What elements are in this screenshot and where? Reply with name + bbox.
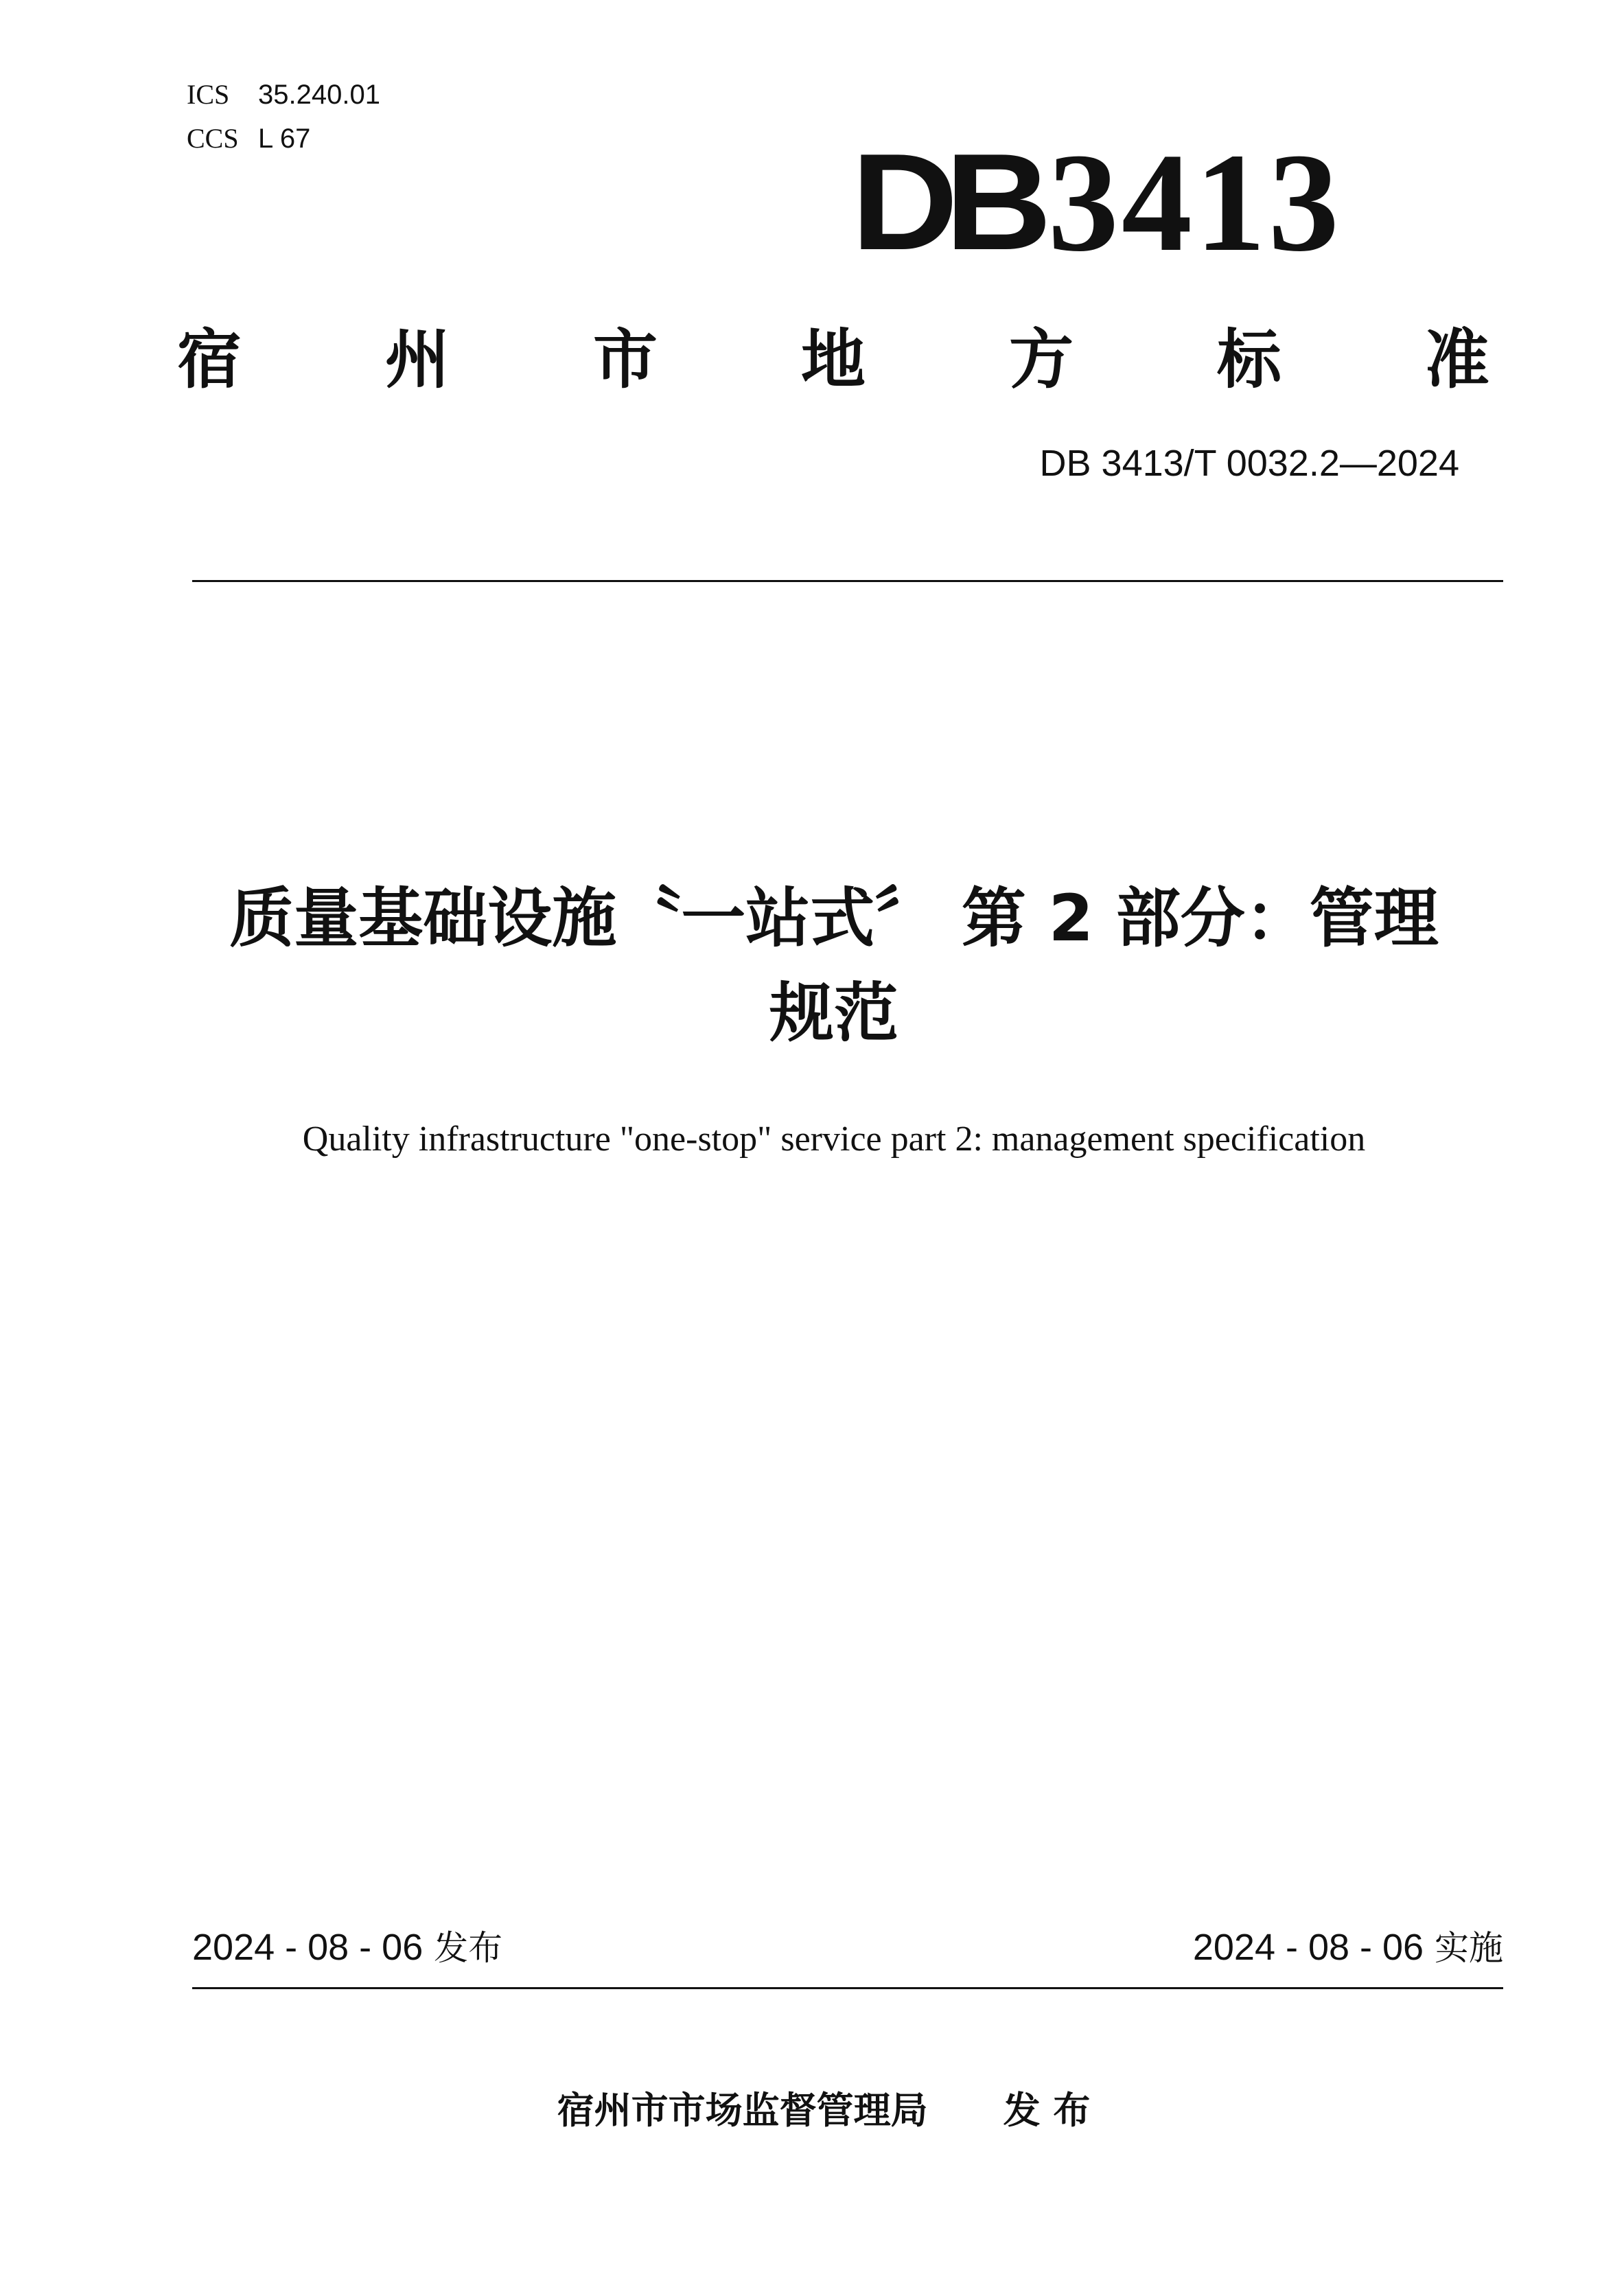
db-prefix: DB — [851, 126, 1039, 279]
issuer — [480, 2083, 1167, 2138]
ics-label: ICS — [187, 79, 230, 110]
standard-type-char: 地 — [800, 322, 866, 397]
ics-code — [187, 74, 380, 115]
footer-divider — [192, 1987, 1503, 1989]
standard-type-heading — [177, 305, 1489, 402]
implement-date-value: 2024 - 08 - 06 — [1192, 1927, 1424, 1968]
publish-label: 发布 — [434, 1928, 503, 1968]
header-divider — [192, 580, 1503, 582]
standard-type-char: 州 — [384, 322, 450, 397]
db-logo — [851, 124, 1387, 281]
standard-number: DB 3413/T 0032.2—2024 — [1039, 443, 1459, 484]
standard-type-char: 市 — [592, 322, 658, 397]
ccs-value: L 67 — [258, 124, 311, 154]
implement-date — [1193, 1923, 1503, 1971]
document-title-cn — [165, 872, 1503, 1061]
db-number: 3413 — [1047, 124, 1342, 281]
title-cn-line2: 规范 — [769, 976, 898, 1051]
standard-type-char: 宿 — [177, 322, 242, 397]
title-cn-line1: 质量基础设施〝一站式〞 第 2 部分：管理 — [229, 881, 1439, 956]
standard-type-char: 标 — [1216, 322, 1281, 397]
issuer-action: 发 布 — [1003, 2089, 1091, 2132]
ccs-code — [187, 118, 310, 159]
implement-label: 实施 — [1435, 1928, 1503, 1968]
publish-date — [192, 1923, 502, 1971]
document-title-en: Quality infrastructure "one-stop" service part 2: management specification — [302, 1120, 1366, 1159]
standard-type-char: 准 — [1424, 322, 1489, 397]
ics-value: 35.240.01 — [258, 80, 380, 110]
issuer-name: 宿州市市场监督管理局 — [557, 2089, 928, 2132]
publish-date-value: 2024 - 08 - 06 — [192, 1927, 424, 1968]
ccs-label: CCS — [187, 123, 239, 154]
standard-type-char: 方 — [1008, 322, 1074, 397]
